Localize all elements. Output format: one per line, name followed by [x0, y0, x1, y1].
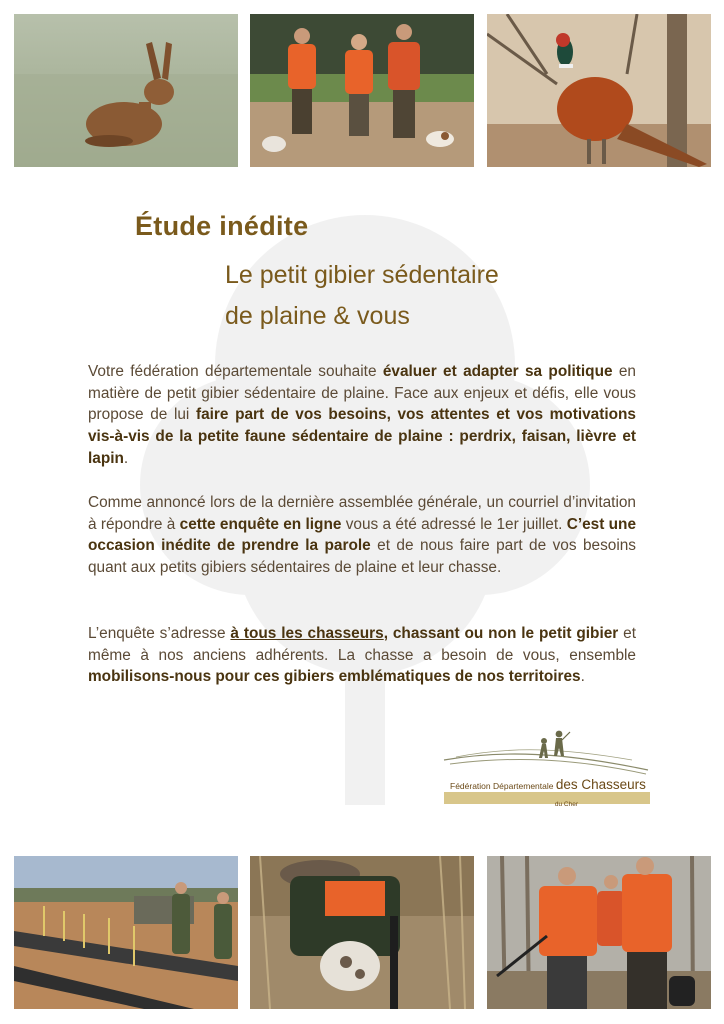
- hunters-with-dogs-photo: [250, 14, 474, 167]
- logo-bar-text: du Cher: [554, 801, 578, 808]
- hare-photo: [14, 14, 238, 167]
- logo-hunters-icon: [442, 724, 654, 776]
- survey-paragraph: [88, 492, 636, 579]
- logo-bar: [444, 792, 650, 808]
- pheasant-photo: [487, 14, 711, 167]
- page-title: Étude inédite: [135, 211, 309, 241]
- logo-big-text: des Chasseurs: [555, 777, 646, 792]
- p1-text-1: Votre fédération départementale souhaite: [88, 363, 383, 380]
- p1-bold-2: faire part de vos besoins, vos attentes et vos motivations vis-à-vis de la petite faune sédentaire de plaine : perdrix, faisan, lièvre et lapin: [88, 406, 636, 467]
- p3-text-2: et même à nos anciens adhérents. La chasse a besoin de vous, ensemble: [88, 625, 636, 664]
- subtitle-line-1: Le petit gibier sédentaire: [225, 261, 499, 289]
- page-subtitle: [225, 255, 499, 337]
- p2-text-2: vous a été adressé le 1er juillet.: [341, 515, 567, 533]
- p1-bold-1: évaluer et adapter sa politique: [382, 363, 613, 380]
- federation-logo: [442, 724, 654, 810]
- p2-bold-2: C’est une occasion inédite de prendre la parole: [88, 515, 637, 555]
- p2-text-3: et de nous faire part de vos besoins quant aux petits gibiers sédentaires de plaine et leur chasse.: [88, 537, 636, 577]
- p2-text-1: Comme annoncé lors de la dernière assemblée générale, un courriel d’invitation à répondre à: [88, 494, 636, 533]
- hunter-with-dog-photo: [250, 856, 474, 1009]
- subtitle-line-2: de plaine & vous: [225, 302, 410, 330]
- hunters-orange-vests-photo: [487, 856, 711, 1009]
- audience-paragraph: [88, 623, 636, 688]
- p1-text-3: .: [123, 449, 129, 467]
- p1-text-2: en matière de petit gibier sédentaire de plaine. Face aux enjeux et défis, elle vous propose de lui: [88, 363, 636, 424]
- p3-bold-2: mobilisons-nous pour ces gibiers emblématiques de nos territoires: [88, 668, 581, 686]
- planting-field-photo: [14, 856, 238, 1009]
- p3-bold-1: , chassant ou non le petit gibier: [383, 625, 619, 642]
- p3-text-3: .: [580, 668, 585, 686]
- logo-small-text: Fédération Départementale: [450, 781, 556, 791]
- p3-underlined-bold: à tous les chasseurs: [230, 625, 384, 642]
- p3-text-1: L’enquête s’adresse: [88, 625, 231, 642]
- p2-bold-1: cette enquête en ligne: [179, 515, 342, 533]
- intro-paragraph: [88, 361, 636, 470]
